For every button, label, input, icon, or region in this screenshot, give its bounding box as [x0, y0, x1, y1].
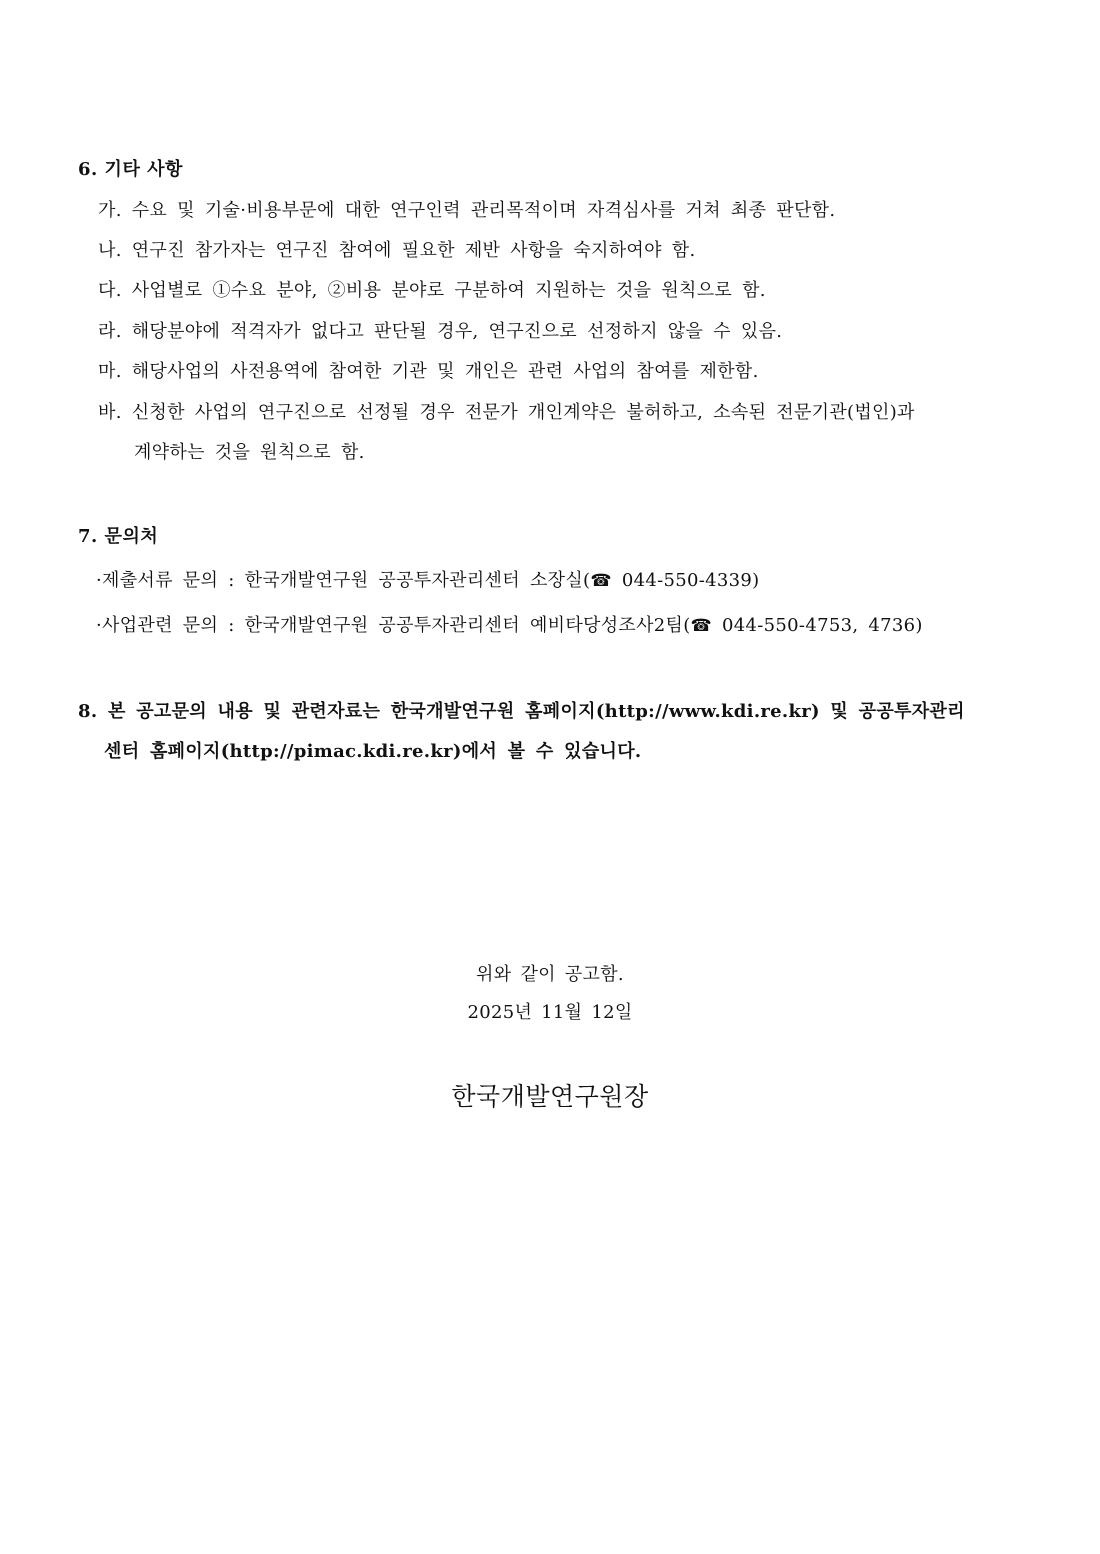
telephone-icon: ☎: [690, 616, 713, 636]
section-8-line-1: 8. 본 공고문의 내용 및 관련자료는 한국개발연구원 홈페이지(http://www.kdi.re.kr) 및 공공투자관리: [78, 701, 965, 722]
section-7-heading: 7. 문의처: [78, 526, 159, 547]
section-6-item-ra: 라. 해당분야에 적격자가 없다고 판단될 경우, 연구진으로 선정하지 않을 수 있음.: [98, 321, 783, 342]
announcement-date: 2025년 11월 12일: [467, 1002, 633, 1023]
section-8-line-2: 센터 홈페이지(http://pimac.kdi.re.kr)에서 볼 수 있습니다.: [104, 741, 642, 762]
section-6-heading: 6. 기타 사항: [78, 159, 183, 180]
contact-documents-label: ·제출서류 문의 : 한국개발연구원 공공투자관리센터 소장실(: [96, 570, 591, 591]
section-6-item-ba-continuation: 계약하는 것을 원칙으로 함.: [134, 442, 365, 463]
contact-documents-phone: 044-550-4339): [611, 570, 760, 591]
contact-business: [96, 611, 923, 637]
contact-business-label: ·사업관련 문의 : 한국개발연구원 공공투자관리센터 예비타당성조사2팀(: [96, 615, 691, 636]
section-6-item-da: 다. 사업별로 ①수요 분야, ②비용 분야로 구분하여 지원하는 것을 원칙으로 함.: [98, 280, 766, 301]
section-6-item-ba: 바. 신청한 사업의 연구진으로 선정될 경우 전문가 개인계약은 불허하고, 소속된 전문기관(법인)과: [98, 402, 915, 423]
section-6-item-ga: 가. 수요 및 기술·비용부문에 대한 연구인력 관리목적이며 자격심사를 거쳐 최종 판단함.: [98, 200, 836, 221]
telephone-icon: ☎: [590, 571, 612, 591]
closing-statement: 위와 같이 공고함.: [476, 964, 624, 985]
signer-title: 한국개발연구원장: [451, 1082, 649, 1111]
section-6-item-ma: 마. 해당사업의 사전용역에 참여한 기관 및 개인은 관련 사업의 참여를 제한함.: [98, 361, 759, 382]
contact-documents: [96, 566, 759, 592]
contact-business-phone: 044-550-4753, 4736): [712, 615, 923, 636]
section-6-item-na: 나. 연구진 참가자는 연구진 참여에 필요한 제반 사항을 숙지하여야 함.: [98, 240, 696, 261]
